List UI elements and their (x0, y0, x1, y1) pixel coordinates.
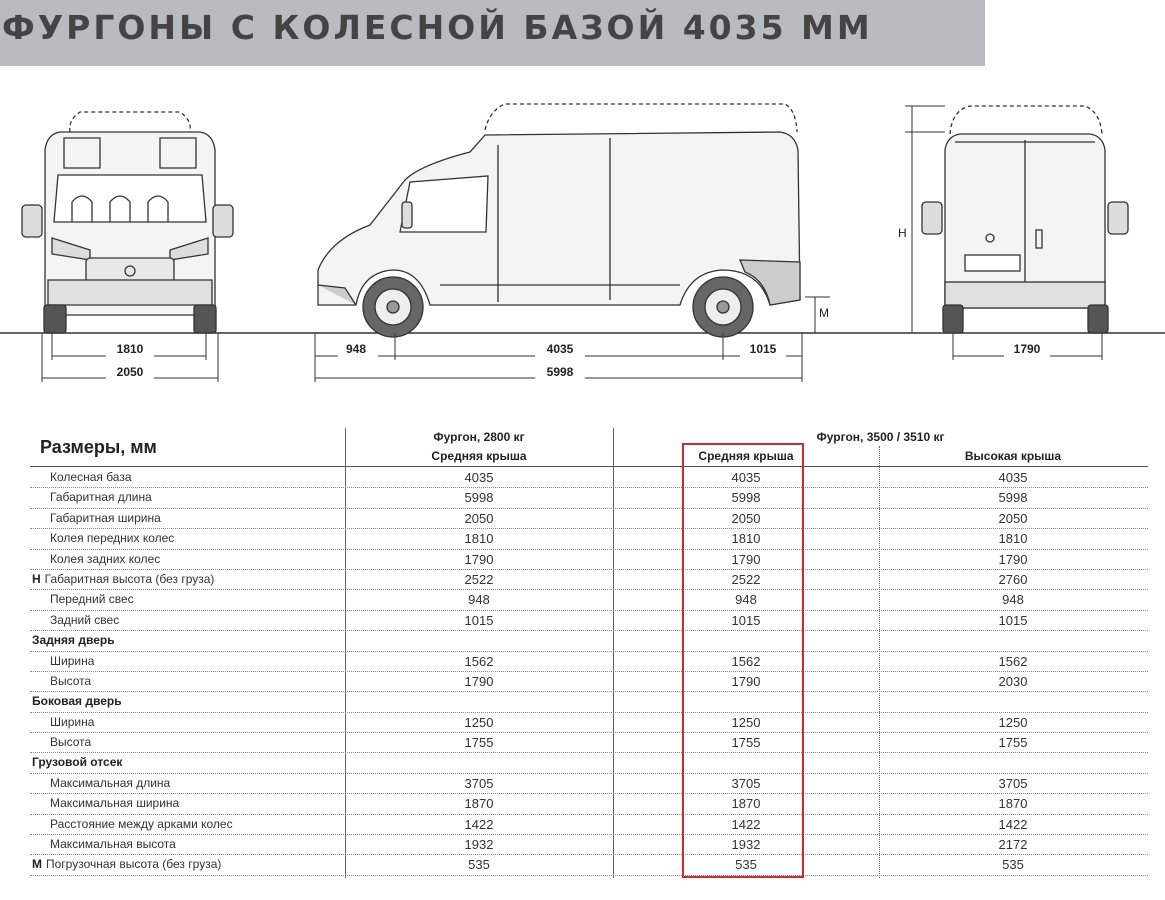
wheelbase-dimension: 4035 (546, 342, 574, 356)
row-label (50, 613, 119, 627)
table-row (30, 855, 1148, 875)
value-cell: 2050 (998, 510, 1028, 526)
total-length-dimension: 5998 (546, 365, 574, 379)
front-overhang-dimension: 948 (345, 342, 367, 356)
value-cell: 2522 (464, 571, 494, 587)
title-bar (0, 0, 985, 66)
value-cell: 3705 (731, 775, 761, 791)
row-label (32, 572, 214, 586)
row-label (50, 817, 233, 831)
table-row (30, 815, 1148, 835)
column-header-2: Средняя крыша (698, 449, 794, 463)
table-row (30, 672, 1148, 692)
row-label-text: Высота (50, 673, 92, 688)
row-label-prefix: H (32, 571, 41, 586)
table-row (30, 590, 1148, 610)
header-underline (30, 466, 1148, 467)
page-title: ФУРГОНЫ С КОЛЕСНОЙ БАЗОЙ 4035 ММ (2, 8, 873, 47)
vehicle-drawings (0, 90, 1165, 390)
table-row (30, 509, 1148, 529)
value-cell: 5998 (464, 490, 494, 506)
value-cell: 5998 (731, 490, 761, 506)
row-label (50, 837, 176, 851)
table-row (30, 794, 1148, 814)
value-cell: 1790 (731, 551, 761, 567)
row-label-text: Колесная база (50, 470, 132, 484)
row-label-text: Задний свес (50, 612, 120, 627)
value-cell: 1250 (998, 714, 1028, 730)
table-section-row (30, 631, 1148, 651)
row-label (50, 592, 134, 606)
table-row (30, 733, 1148, 753)
rear-overhang-dimension: 1015 (749, 342, 777, 356)
value-cell: 3705 (464, 775, 494, 791)
value-cell: 3705 (998, 775, 1028, 791)
column-header-3: Высокая крыша (964, 449, 1062, 463)
value-cell: 1810 (731, 531, 761, 547)
row-label (50, 470, 132, 484)
row-label (32, 694, 122, 708)
value-cell: 948 (735, 592, 757, 608)
value-cell: 1422 (731, 816, 761, 832)
highlighted-column-frame (682, 443, 804, 878)
column-header-1: Средняя крыша (431, 449, 527, 463)
table-section-row (30, 753, 1148, 773)
value-cell: 1250 (464, 714, 494, 730)
table-row (30, 550, 1148, 570)
table-row (30, 774, 1148, 794)
value-cell: 1870 (464, 796, 494, 812)
row-label (50, 654, 94, 668)
value-cell: 1015 (464, 612, 494, 628)
row-label-text: Ширина (50, 714, 95, 729)
value-cell: 4035 (731, 470, 761, 485)
value-cell: 2050 (731, 510, 761, 526)
table-row (30, 835, 1148, 855)
front-width-dimension: 2050 (116, 365, 144, 379)
row-label (50, 531, 174, 545)
value-cell: 2050 (464, 510, 494, 526)
value-cell: 1790 (464, 551, 494, 567)
value-cell: 1755 (731, 735, 761, 751)
row-label-text: Габаритная длина (50, 490, 152, 505)
value-cell: 1932 (464, 837, 494, 853)
row-label-text: Колея задних колес (50, 551, 161, 566)
value-cell: 1870 (731, 796, 761, 812)
row-label (50, 796, 179, 810)
front-track-dimension: 1810 (116, 342, 144, 356)
row-label (50, 735, 91, 749)
value-cell: 1562 (731, 653, 761, 669)
group-header-3500: Фургон, 3500 / 3510 кг (816, 430, 945, 444)
value-cell: 948 (468, 592, 490, 608)
row-label (50, 552, 160, 566)
row-label (50, 674, 91, 688)
row-label-text: Боковая дверь (32, 694, 122, 709)
value-cell: 1755 (998, 735, 1028, 751)
rear-track-dimension: 1790 (1013, 342, 1041, 356)
value-cell: 1755 (464, 735, 494, 751)
value-cell: 2030 (998, 673, 1028, 689)
value-cell: 1015 (998, 612, 1028, 628)
value-cell: 1790 (998, 551, 1028, 567)
value-cell: 5998 (998, 490, 1028, 506)
row-label-text: Ширина (50, 653, 95, 668)
row-label (32, 633, 115, 647)
value-cell: 1422 (998, 816, 1028, 832)
value-cell: 1810 (464, 531, 494, 547)
table-row (30, 713, 1148, 733)
value-cell: 4035 (998, 470, 1028, 485)
table-row (30, 529, 1148, 549)
value-cell: 535 (1002, 857, 1024, 873)
height-letter: H (898, 226, 907, 240)
row-label-text: Высота (50, 735, 92, 750)
value-cell: 1422 (464, 816, 494, 832)
value-cell: 1015 (731, 612, 761, 628)
row-label-text: Габаритная высота (без груза) (44, 571, 215, 586)
row-label-text: Максимальная ширина (50, 796, 180, 811)
load-height-letter: M (819, 306, 829, 320)
row-label (50, 490, 152, 504)
row-label (50, 776, 170, 790)
value-cell: 2760 (998, 571, 1028, 587)
row-label-prefix: M (32, 857, 42, 872)
value-cell: 1932 (731, 837, 761, 853)
row-label (50, 511, 161, 525)
row-label-text: Максимальная высота (50, 837, 176, 852)
table-row (30, 611, 1148, 631)
value-cell: 1870 (998, 796, 1028, 812)
value-cell: 2522 (731, 571, 761, 587)
value-cell: 1790 (731, 673, 761, 689)
value-cell: 1250 (731, 714, 761, 730)
table-row (30, 652, 1148, 672)
row-label (32, 755, 122, 769)
row-label-text: Габаритная ширина (50, 510, 161, 525)
van-front-view (22, 112, 233, 333)
row-label-text: Погрузочная высота (без груза) (46, 857, 222, 872)
value-cell: 535 (468, 857, 490, 873)
table-row (30, 468, 1148, 488)
table-section-row (30, 692, 1148, 712)
table-caption: Размеры, мм (40, 437, 157, 457)
van-rear-view (922, 106, 1128, 333)
row-label-text: Колея передних колес (50, 531, 175, 546)
row-label-text: Передний свес (50, 592, 134, 607)
value-cell: 1790 (464, 673, 494, 689)
row-label-text: Задняя дверь (32, 633, 115, 648)
value-cell: 535 (735, 857, 757, 873)
row-label (50, 715, 94, 729)
value-cell: 4035 (464, 470, 494, 485)
value-cell: 1562 (998, 653, 1028, 669)
value-cell: 1810 (998, 531, 1028, 547)
table-row (30, 570, 1148, 590)
row-label-text: Расстояние между арками колес (50, 816, 233, 831)
value-cell: 2172 (998, 837, 1028, 853)
value-cell: 948 (1002, 592, 1024, 608)
row-label-text: Максимальная длина (50, 775, 171, 790)
row-label (32, 857, 221, 871)
van-side-view (318, 104, 800, 337)
table-row (30, 488, 1148, 508)
table-body (30, 468, 1148, 876)
row-label-text: Грузовой отсек (32, 755, 123, 770)
value-cell: 1562 (464, 653, 494, 669)
group-header-2800: Фургон, 2800 кг (433, 430, 525, 444)
